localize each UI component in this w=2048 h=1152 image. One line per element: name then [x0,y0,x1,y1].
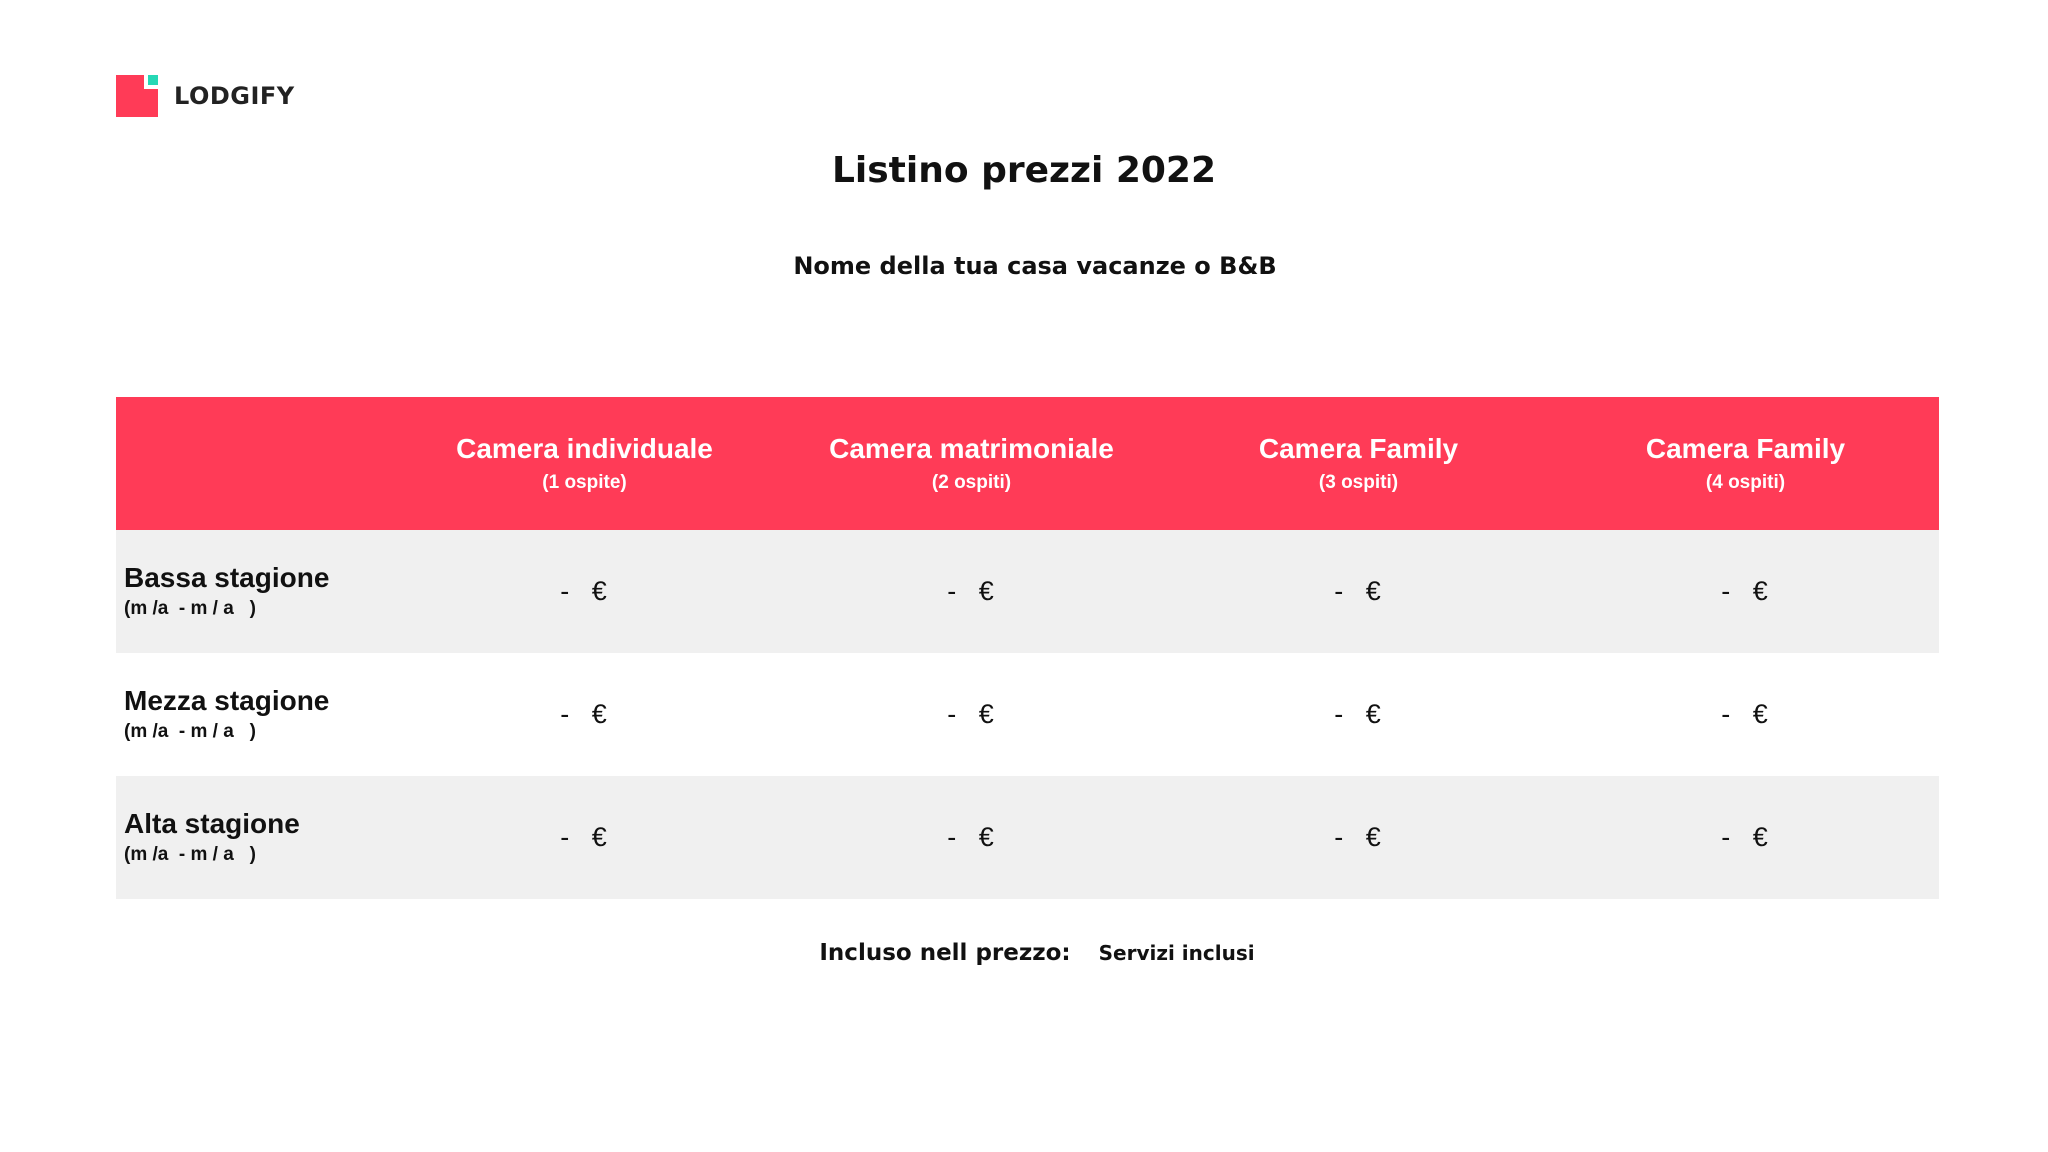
price-cell: - € [947,699,994,729]
page-title: Listino prezzi 2022 [831,150,1217,191]
table-row-low-season [116,530,1939,653]
price-cell: - € [1334,699,1381,729]
table-row-mid-season [116,653,1939,776]
column-header-family-4 [1552,397,1939,530]
table-header [116,397,1939,530]
included-value: Servizi inclusi [1098,941,1255,965]
season-name: Mezza stagione [124,684,330,716]
column-header-double [778,397,1165,530]
price-cell: - € [560,822,607,852]
room-guests: (4 ospiti) [1705,471,1786,493]
table-header-corner [116,397,391,530]
price-cell: - € [947,822,994,852]
season-cell [116,684,391,746]
season-cell [116,561,391,623]
price-cell: - € [947,576,994,606]
season-dates: (m /a - m / a ) [124,843,256,865]
column-header-single [391,397,778,530]
lodgify-logo [116,74,295,118]
room-guests: (1 ospite) [542,471,627,493]
room-guests: (3 ospiti) [1318,471,1399,493]
season-cell [116,807,391,869]
price-cell: - € [1334,822,1381,852]
room-name: Camera matrimoniale [829,432,1114,464]
room-guests: (2 ospiti) [931,471,1012,493]
brand-name: LODGIFY [174,82,295,110]
column-header-family-3 [1165,397,1552,530]
price-cell: - € [560,576,607,606]
season-dates: (m /a - m / a ) [124,597,256,619]
price-table [116,397,1939,899]
price-cell: - € [1721,822,1768,852]
room-name: Camera individuale [456,432,713,464]
price-cell: - € [1721,699,1768,729]
price-cell: - € [560,699,607,729]
included-label: Incluso nell prezzo: [819,940,1071,966]
table-row-high-season [116,776,1939,899]
lodgify-logo-icon [116,75,158,117]
room-name: Camera Family [1258,432,1459,464]
price-cell: - € [1334,576,1381,606]
season-name: Bassa stagione [124,561,330,593]
price-cell: - € [1721,576,1768,606]
season-dates: (m /a - m / a ) [124,720,256,742]
property-name: Nome della tua casa vacanze o B&B [793,252,1277,280]
room-name: Camera Family [1645,432,1846,464]
season-name: Alta stagione [124,807,300,839]
included-services [0,940,2048,966]
